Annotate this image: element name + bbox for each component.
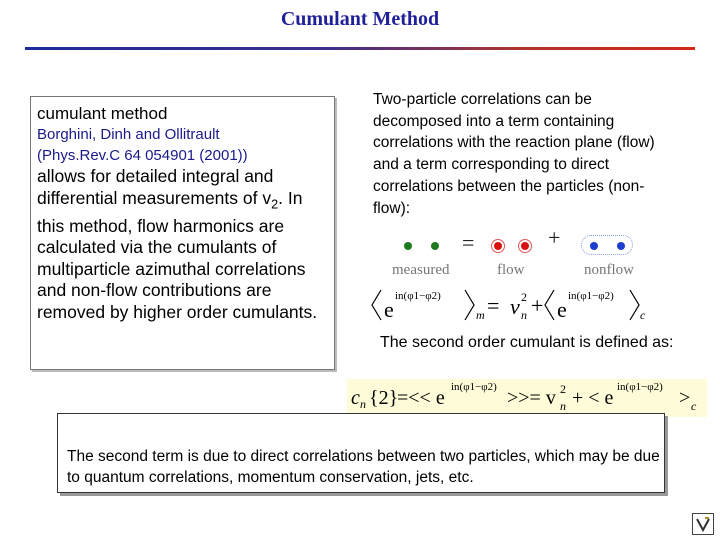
- flow-v: v: [510, 294, 520, 319]
- v-index: n: [521, 308, 527, 322]
- eq2-open: =<< e: [397, 387, 445, 409]
- diagram-equals: =: [462, 230, 475, 255]
- slide-title: Cumulant Method: [280, 8, 440, 30]
- second-order-cumulant-equation: [347, 379, 707, 417]
- description-part2: . In this method, flow harmonics are calculated via the cumulants of multiparticle azimuthal correlations and non-flow contributions are removed by higher order cumulants.: [37, 187, 318, 322]
- eq2-mid: >>= v: [507, 387, 556, 409]
- eq1-plus: +: [531, 293, 544, 318]
- exp-exponent-nonflow: in(φ1−φ2): [568, 290, 614, 302]
- label-flow: flow: [497, 262, 525, 278]
- v-subscript: 2: [271, 197, 279, 211]
- measured-subscript: m: [476, 308, 485, 322]
- eq2-v-square: 2: [560, 382, 566, 396]
- cumulant-heading: cumulant method: [37, 104, 168, 123]
- flow-decomposition-equation: [367, 283, 667, 328]
- cumulant-c: c: [351, 387, 360, 409]
- cumulant-order: {2}: [369, 387, 399, 409]
- reference-authors: Borghini, Dinh and Ollitrault: [37, 126, 220, 143]
- eq2-close: >: [679, 387, 691, 409]
- measured-particle-icon: [404, 242, 412, 250]
- flow-particle-icon: [494, 242, 502, 250]
- correlation-diagram: [385, 225, 675, 283]
- exp-exponent: in(φ1−φ2): [395, 290, 441, 302]
- flow-particle-icon: [521, 242, 529, 250]
- cumulant-description: [37, 166, 334, 323]
- diagram-plus: +: [548, 225, 561, 250]
- eq2-close-subscript: c: [691, 399, 697, 413]
- exp-e-nonflow: e: [557, 297, 567, 322]
- two-particle-text: Two-particle correlations can be decomposed into a term containing correlations with the reaction plane (flow) and a term corresponding to direct correlations between the particles (non-flow):: [373, 91, 655, 217]
- eq2-exponent-nonflow: in(φ1−φ2): [617, 381, 663, 393]
- v-square: 2: [521, 290, 527, 304]
- eq1-equals: =: [487, 293, 500, 318]
- eq2-exponent: in(φ1−φ2): [451, 381, 497, 393]
- reference-citation: (Phys.Rev.C 64 054901 (2001)): [37, 147, 248, 164]
- description-part1: allows for detailed integral and differential measurements of v: [37, 166, 274, 208]
- eq2-plus: + < e: [572, 387, 614, 409]
- exp-e: e: [384, 297, 394, 322]
- cumulant-index: n: [360, 397, 366, 411]
- label-nonflow: nonflow: [584, 262, 634, 278]
- nonflow-note: The second term is due to direct correlations between two particles, which may be due to quantum correlations, momentum conservation, jets, etc.: [67, 448, 660, 486]
- logo-mark-icon: [693, 514, 713, 534]
- measured-particle-icon: [431, 242, 439, 250]
- eq2-v-index: n: [560, 399, 566, 413]
- label-measured: measured: [392, 262, 450, 278]
- cumulant-method-box: [30, 96, 335, 370]
- title-divider: [25, 47, 695, 50]
- cumulant-definition: The second order cumulant is defined as:: [380, 334, 674, 351]
- nonflow-subscript: c: [640, 308, 646, 322]
- nonflow-note-box: [57, 413, 665, 493]
- nonflow-pair-outline: [581, 235, 633, 255]
- vanderbilt-logo-icon: [692, 513, 714, 535]
